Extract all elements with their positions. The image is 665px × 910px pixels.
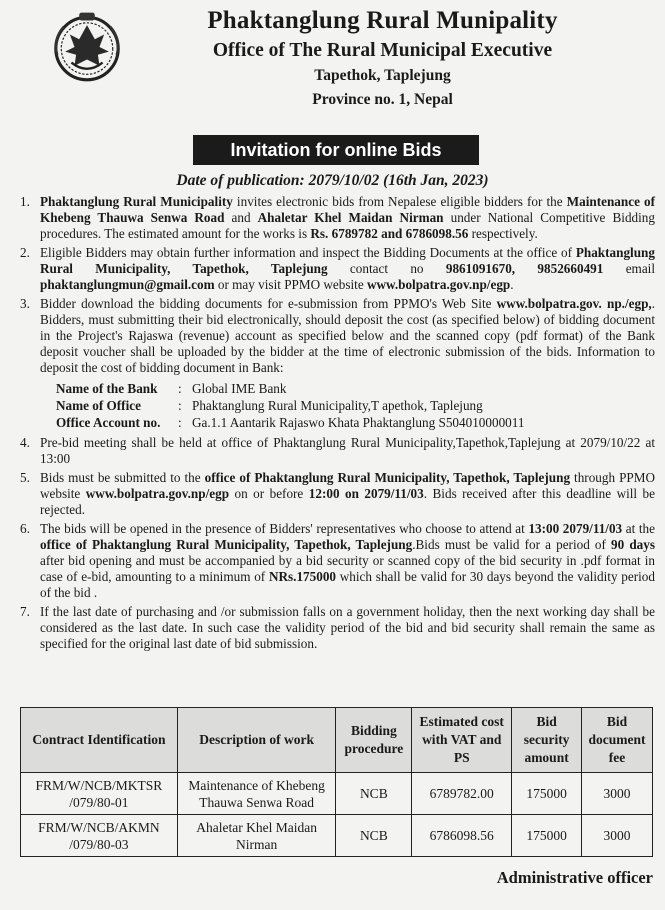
table-header-row <box>21 708 653 773</box>
municipality-title: Phaktanglung Rural Munipality <box>207 7 558 34</box>
col-bid-security: Bid security amount <box>512 708 582 773</box>
clause-3: 3. Bidder download the bidding documents for e-submission from PPMO's Web Site www.bolpatra.gov. np./egp,. Bidders, must submitting their bid electronically, should deposit the cost (as specified below) of bidding document in the Project's Rajaswa (revenue) account as specified below and the scanned copy (pdf format) of the Bank deposit voucher shall be uploaded by the bidder at the time of electronic submission of the bids. Information to deposit the cost of bidding document in Bank: <box>20 296 655 375</box>
office-subtitle: Office of The Rural Municipal Executive <box>212 40 553 61</box>
table-row: FRM/W/NCB/AKMN /079/80-03 Ahaletar Khel Maidan Nirman NCB 6786098.56 175000 3000 <box>21 815 653 857</box>
clause-6: 6. The bids will be opened in the presence of Bidders' representatives who choose to attend at 13:00 2079/11/03 at the office of Phaktanglung Rural Municipality, Tapethok, Taplejung.Bids must be valid for a period of 90 days after bid opening and must be accompanied by a bid security or scanned copy of the bid security in .pdf format in case of e-bid, amounting to a minimum of NRs.175000 which shall be valid for 30 days beyond the validity period of the bid . <box>20 521 655 600</box>
clause-number: 4. <box>20 435 30 450</box>
bank-name-row: Name of the Bank : Global IME Bank <box>56 381 287 396</box>
notice-body <box>14 194 655 655</box>
clause-number: 5. <box>20 470 30 485</box>
clause-number: 2. <box>20 245 30 260</box>
bank-details <box>56 380 655 431</box>
col-estimated-cost: Estimated cost with VAT and PS <box>412 708 512 773</box>
signature-line: Administrative officer <box>496 868 653 887</box>
clause-5: 5. Bids must be submitted to the office of Phaktanglung Rural Municipality, Tapethok, Taplejung through PPMO website www.bolpatra.gov.np/egp on or before 12:00 on 2079/11/03. Bids received after this deadline will be rejected. <box>20 470 656 517</box>
clause-number: 1. <box>20 194 30 209</box>
province-line: Province no. 1, Nepal <box>312 91 453 108</box>
bids-table <box>20 707 653 857</box>
clause-number: 6. <box>20 521 30 536</box>
ppmo-website: www.bolpatra.gov.np/egp <box>366 277 511 292</box>
clause-1: 1. Phaktanglung Rural Municipality invites electronic bids from Nepalese eligible bidders for the Maintenance of Khebeng Thauwa Senwa Road and Ahaletar Khel Maidan Nirman under National Competitive Bidding procedures. The estimated amount for the works is Rs. 6789782 and 6786098.56 respectively. <box>20 194 655 241</box>
publication-date: Date of publication: 2079/10/02 (16th Jan, 2023) <box>176 172 489 189</box>
clause-2: 2. Eligible Bidders may obtain further information and inspect the Bidding Documents at the office of Phaktanglung Rural Municipality, Tapethok, Taplejung contact no 9861091670, 9852660491 email phaktanglungmun@gmail.com or may visit PPMO website www.bolpatra.gov.np/egp. <box>20 245 655 292</box>
account-number-row: Office Account no. : Ga.1.1 Aantarik Rajaswo Khata Phaktanglung S504010000011 <box>56 415 525 430</box>
nepal-emblem-icon <box>48 8 126 86</box>
letterhead <box>120 6 645 112</box>
clause-7: 7. If the last date of purchasing and /or submission falls on a government holiday, then the next working day shall be considered as the last date. In such case the validity period of the bid and bid security shall remain the same as specified for the original last date of bid submission. <box>20 604 655 651</box>
clause-number: 3. <box>20 296 30 311</box>
contact-email: phaktanglungmun@gmail.com <box>40 277 215 292</box>
clause-4: 4. Pre-bid meeting shall be held at office of Phaktanglung Rural Municipality,Tapethok,Taplejung at 2079/10/22 at 13:00 <box>20 435 655 466</box>
notice-banner: Invitation for online Bids <box>193 135 479 165</box>
col-document-fee: Bid document fee <box>582 708 653 773</box>
address-line: Tapethok, Taplejung <box>314 67 451 84</box>
table-row: FRM/W/NCB/MKTSR /079/80-01 Maintenance of Khebeng Thauwa Senwa Road NCB 6789782.00 175000 3000 <box>21 773 653 815</box>
col-procedure: Bidding procedure <box>336 708 412 773</box>
office-name-row: Name of Office : Phaktanglung Rural Municipality,T apethok, Taplejung <box>56 398 483 413</box>
clause-number: 7. <box>20 604 30 619</box>
col-description: Description of work <box>177 708 336 773</box>
col-contract-id: Contract Identification <box>21 708 178 773</box>
